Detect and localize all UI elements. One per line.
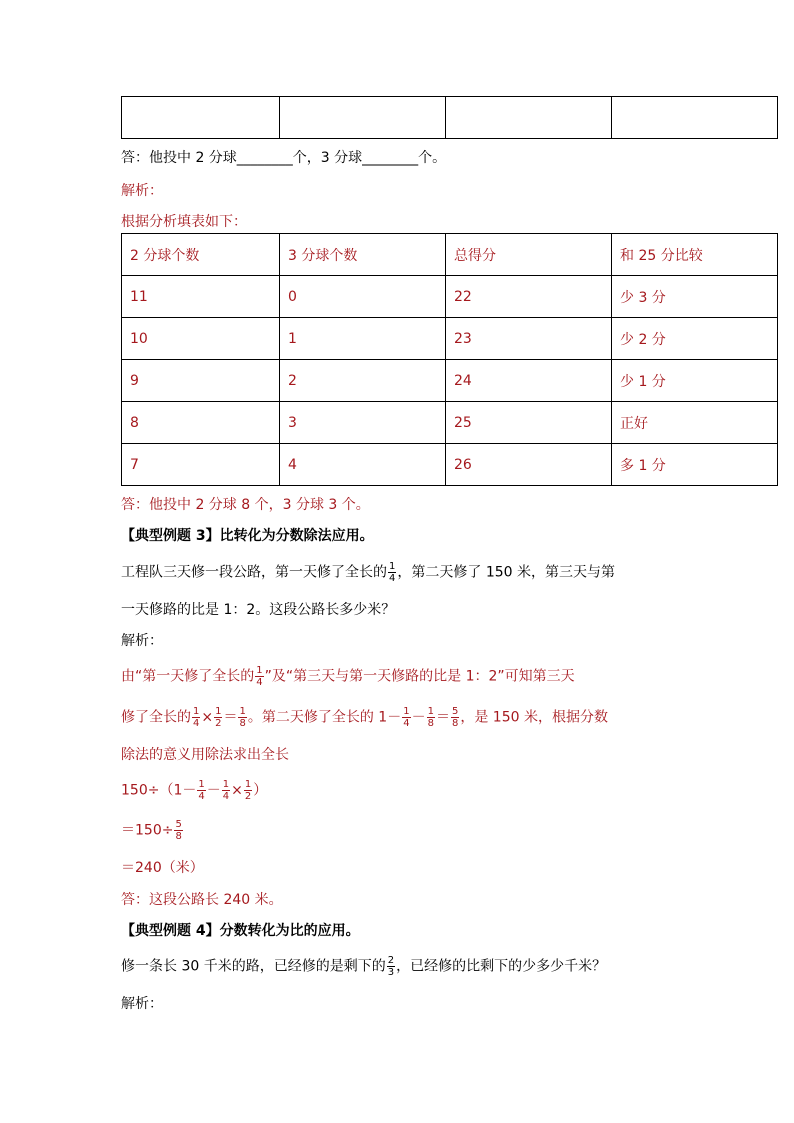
- table-cell: 24: [446, 360, 612, 402]
- table-row: [122, 276, 778, 318]
- table-cell: 少 1 分: [612, 360, 778, 402]
- example-3-question-line-2: 一天修路的比是 1：2。这段公路长多少米？: [121, 602, 396, 618]
- numerator: 2: [387, 955, 395, 966]
- calc-line-3: ＝240（米）: [121, 860, 204, 876]
- empty-cell: [280, 97, 446, 139]
- fraction: [197, 779, 205, 802]
- solution-line-1: [121, 665, 575, 688]
- example-4-title: 【典型例题 4】分数转化为比的应用。: [121, 923, 360, 939]
- example-3-question-line-1: [121, 561, 615, 584]
- denominator: 2: [215, 718, 222, 729]
- top-answer: 答：他投中 2 分球________个，3 分球________个。: [121, 150, 447, 166]
- denominator: 8: [175, 831, 182, 842]
- empty-cell: [446, 97, 612, 139]
- calc-text: ＝150÷: [121, 822, 174, 839]
- table-cell: 9: [122, 360, 280, 402]
- numerator: 1: [244, 779, 252, 790]
- table-cell: 少 2 分: [612, 318, 778, 360]
- minus-sign: －: [411, 709, 426, 726]
- numerator: 1: [403, 706, 410, 717]
- table-cell: 11: [122, 276, 280, 318]
- fraction: [255, 665, 263, 688]
- equals-sign: ＝: [435, 709, 450, 726]
- score-table: [121, 233, 778, 486]
- numerator: 5: [175, 819, 182, 830]
- solution-text: ”及“第三天与第一天修路的比是 1：2”可知第三天: [264, 668, 575, 685]
- times-sign: ×: [231, 782, 243, 799]
- table-cell: 8: [122, 402, 280, 444]
- solution-line-3: 除法的意义用除法求出全长: [121, 747, 289, 763]
- example-4-analysis-label: 解析：: [121, 996, 163, 1012]
- solution-text: 。第二天修了全长的 1－: [247, 709, 402, 726]
- table-cell: 3: [280, 402, 446, 444]
- table-row: [122, 360, 778, 402]
- numerator: 1: [427, 706, 434, 717]
- numerator: 5: [451, 706, 459, 717]
- fraction: [451, 706, 459, 729]
- denominator: 4: [389, 573, 396, 584]
- denominator: 4: [256, 677, 263, 688]
- question-text: 修一条长 30 千米的路，已经修的是剩下的: [121, 958, 386, 975]
- minus-sign: －: [206, 782, 221, 799]
- table-cell: 少 3 分: [612, 276, 778, 318]
- calc-text: 150÷（1－: [121, 782, 197, 799]
- question-text: ，已经修的比剩下的少多少千米？: [396, 958, 607, 975]
- denominator: 8: [451, 718, 459, 729]
- fraction: [192, 706, 200, 729]
- question-text: ，第二天修了 150 米，第三天与第: [397, 564, 615, 581]
- calc-line-1: [121, 779, 267, 802]
- times-sign: ×: [201, 709, 214, 726]
- header-cell: 2 分球个数: [122, 234, 280, 276]
- table-row: [122, 318, 778, 360]
- calc-text: ）: [253, 782, 268, 799]
- example-3-title: 【典型例题 3】比转化为分数除法应用。: [121, 528, 374, 544]
- solution-text: 修了全长的: [121, 709, 191, 726]
- denominator: 2: [244, 791, 252, 802]
- table-cell: 0: [280, 276, 446, 318]
- denominator: 3: [387, 967, 395, 978]
- table-cell: 25: [446, 402, 612, 444]
- analysis-label: 解析：: [121, 183, 163, 199]
- denominator: 4: [193, 718, 200, 729]
- table-cell: 10: [122, 318, 280, 360]
- fraction: [402, 706, 410, 729]
- fraction: [214, 706, 222, 729]
- table-cell: 正好: [612, 402, 778, 444]
- numerator: 1: [198, 779, 205, 790]
- fraction: [388, 561, 396, 584]
- table-row: [122, 402, 778, 444]
- solution-text: ，是 150 米，根据分数: [460, 709, 608, 726]
- denominator: 4: [222, 791, 230, 802]
- solution-text: 由“第一天修了全长的: [121, 668, 255, 685]
- header-cell: 3 分球个数: [280, 234, 446, 276]
- table-cell: 4: [280, 444, 446, 486]
- table-cell: 26: [446, 444, 612, 486]
- table-intro: 根据分析填表如下：: [121, 214, 247, 230]
- numerator: 1: [215, 706, 222, 717]
- numerator: 1: [193, 706, 200, 717]
- empty-table: [121, 96, 778, 139]
- table-cell: 2: [280, 360, 446, 402]
- table-row: [122, 444, 778, 486]
- denominator: 8: [239, 718, 246, 729]
- equals-sign: ＝: [223, 709, 238, 726]
- denominator: 4: [403, 718, 410, 729]
- solution-line-2: [121, 706, 608, 729]
- question-text: 工程队三天修一段公路，第一天修了全长的: [121, 564, 387, 581]
- fraction: [222, 779, 230, 802]
- denominator: 8: [427, 718, 434, 729]
- fraction: [174, 819, 182, 842]
- numerator: 1: [239, 706, 246, 717]
- table-cell: 多 1 分: [612, 444, 778, 486]
- fraction: [238, 706, 246, 729]
- numerator: 1: [256, 665, 263, 676]
- table-cell: 23: [446, 318, 612, 360]
- example-3-analysis-label: 解析：: [121, 633, 163, 649]
- fraction: [387, 955, 395, 978]
- empty-cell: [122, 97, 280, 139]
- fraction: [427, 706, 435, 729]
- calc-line-2: [121, 819, 184, 842]
- example-4-question: [121, 955, 606, 978]
- denominator: 4: [198, 791, 205, 802]
- fraction: [244, 779, 252, 802]
- table-cell: 1: [280, 318, 446, 360]
- numerator: 1: [389, 561, 396, 572]
- answer-1: 答：他投中 2 分球 8 个，3 分球 3 个。: [121, 497, 370, 513]
- numerator: 1: [222, 779, 230, 790]
- table-cell: 7: [122, 444, 280, 486]
- header-cell: 和 25 分比较: [612, 234, 778, 276]
- empty-cell: [612, 97, 778, 139]
- header-cell: 总得分: [446, 234, 612, 276]
- table-cell: 22: [446, 276, 612, 318]
- example-3-answer: 答：这段公路长 240 米。: [121, 892, 283, 908]
